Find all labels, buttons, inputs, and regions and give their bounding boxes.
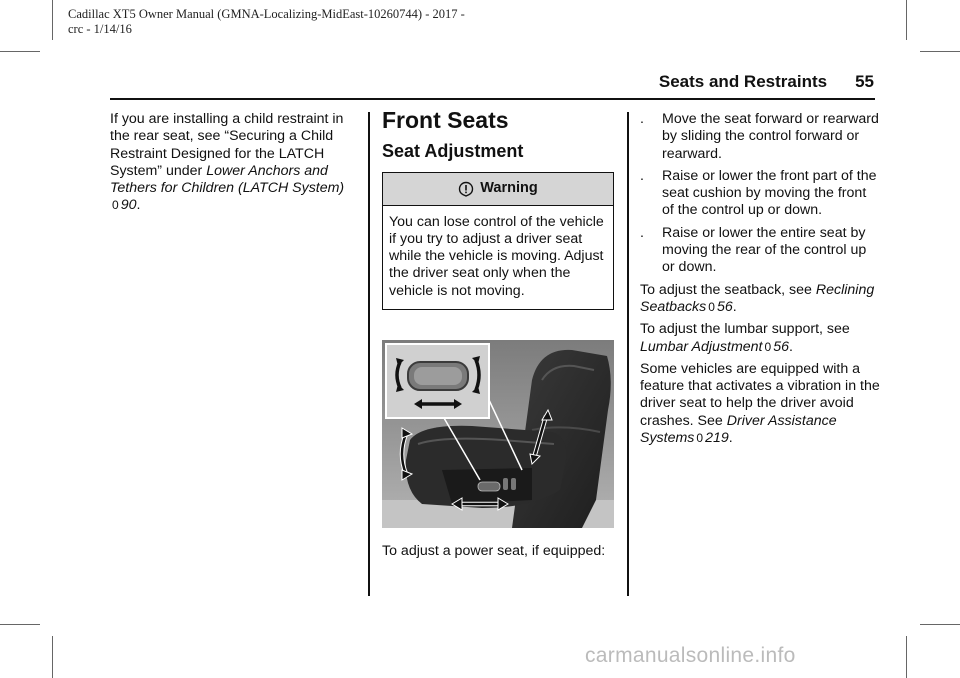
crop-mark xyxy=(906,0,907,40)
punctuation: . xyxy=(788,338,793,355)
section-heading: Front Seats xyxy=(382,107,509,133)
page-ref-icon: 0 xyxy=(764,339,772,354)
photo-caption: To adjust a power seat, if equipped: xyxy=(382,543,606,560)
paragraph-text: To adjust the seatback, see xyxy=(640,281,816,298)
page-ref[interactable]: 219 xyxy=(705,430,729,447)
punctuation: . xyxy=(728,430,733,447)
list-item xyxy=(640,225,880,277)
warning-text: You can lose control of the vehicle if you try to adjust a driver seat while the vehicle is moving. Adjust the driver seat only when the vehicle is not moving. xyxy=(389,213,604,299)
seatback-paragraph xyxy=(640,282,880,317)
list-item xyxy=(640,111,880,163)
column-2 xyxy=(382,107,616,561)
bullet-glyph: . xyxy=(640,111,644,127)
warning-header xyxy=(383,173,613,206)
page-ref-icon: 0 xyxy=(708,299,715,314)
column-divider xyxy=(627,112,629,596)
section-title: Seats and Restraints xyxy=(658,72,828,91)
document-header xyxy=(68,7,528,37)
column-1 xyxy=(110,111,355,215)
driver-assistance-link[interactable]: Driver Assistance Systems xyxy=(640,412,837,447)
crop-mark xyxy=(0,624,40,625)
document-header-line1: Cadillac XT5 Owner Manual (GMNA-Localizing-MidEast-10260744) - 2017 - xyxy=(68,7,465,21)
column-divider xyxy=(368,112,370,596)
list-item-text: Raise or lower the entire seat by moving the rear of the control up or down. xyxy=(662,224,867,276)
page-ref[interactable]: 56 xyxy=(773,338,789,355)
bullet-glyph: . xyxy=(640,167,644,184)
reclining-seatbacks-link[interactable]: Reclining Seatbacks xyxy=(640,281,875,315)
crop-mark xyxy=(0,51,40,52)
crop-mark xyxy=(920,51,960,52)
page-number: 55 xyxy=(855,72,874,91)
running-head xyxy=(659,72,874,92)
paragraph-text: To adjust the lumbar support, see xyxy=(640,321,850,338)
punctuation: . xyxy=(136,197,141,214)
list-item-text: Move the seat forward or rearward by sliding the control forward or rearward. xyxy=(662,111,879,162)
warning-label: Warning xyxy=(480,179,538,196)
document-header-line2: crc - 1/14/16 xyxy=(68,22,132,36)
vibration-paragraph xyxy=(640,361,880,447)
crop-mark xyxy=(52,0,53,40)
page-ref[interactable]: 56 xyxy=(716,298,733,315)
power-seat-photo xyxy=(382,340,614,528)
col1-text: If you are installing a child restraint in the rear seat, see “Securing a Child Restraint Designed for the LATCH System” under xyxy=(110,111,344,179)
crop-mark xyxy=(52,636,53,678)
lumbar-adjustment-link[interactable]: Lumbar Adjustment xyxy=(640,338,763,355)
punctuation: . xyxy=(732,298,737,315)
page-ref-icon: 0 xyxy=(696,431,704,446)
list-item xyxy=(640,168,880,220)
page-ref-icon: 0 xyxy=(112,198,119,213)
crop-mark xyxy=(906,636,907,678)
column-3 xyxy=(640,111,880,452)
latch-link[interactable]: Lower Anchors and Tethers for Children (LATCH System) xyxy=(110,162,345,197)
warning-icon xyxy=(458,181,474,197)
subsection-heading: Seat Adjustment xyxy=(382,141,524,162)
lumbar-paragraph xyxy=(640,321,880,356)
paragraph-text: Some vehicles are equipped with a feature that activates a vibration in the driver seat to help the driver avoid crashes. See xyxy=(640,360,880,429)
crop-mark xyxy=(920,624,960,625)
watermark: carmanualsonline.info xyxy=(585,644,796,667)
warning-box xyxy=(382,172,614,310)
page-ref[interactable]: 90 xyxy=(120,197,137,214)
bullet-glyph: . xyxy=(640,224,644,241)
list-item-text: Raise or lower the front part of the seat cushion by moving the front of the control up or down. xyxy=(662,167,877,219)
header-rule xyxy=(110,98,875,100)
